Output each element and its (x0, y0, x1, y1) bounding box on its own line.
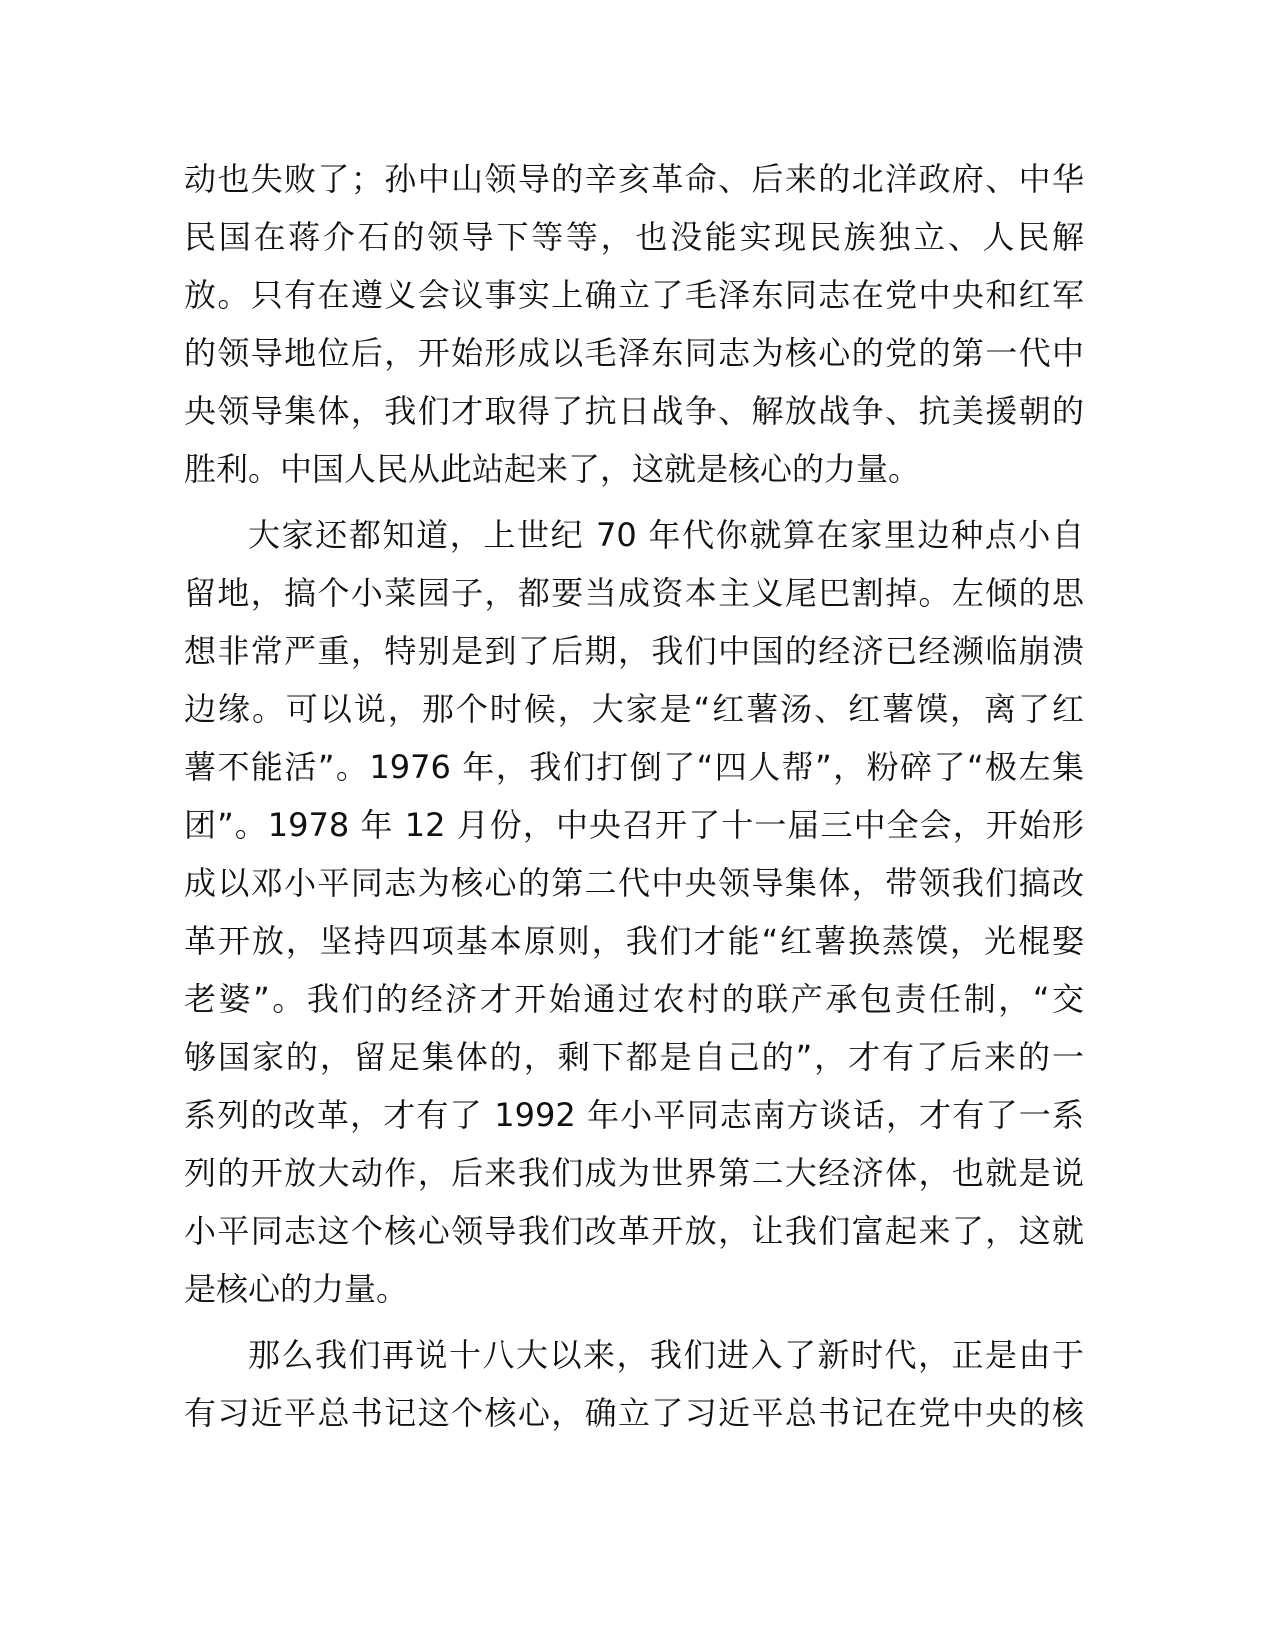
text-line: 胜利。中国人民从此站起来了，这就是核心的力量。 (184, 450, 921, 488)
text-line: 革开放，坚持四项基本原则，我们才能“红薯换蒸馍，光棍娶 (184, 922, 1084, 960)
text-line: 有习近平总书记这个核心，确立了习近平总书记在党中央的核 (184, 1394, 1084, 1432)
text-line: 小平同志这个核心领导我们改革开放，让我们富起来了，这就 (184, 1212, 1084, 1250)
paragraph-1 (184, 150, 1084, 498)
text-line: 成以邓小平同志为核心的第二代中央领导集体，带领我们搞改 (184, 864, 1084, 902)
text-line: 央领导集体，我们才取得了抗日战争、解放战争、抗美援朝的 (184, 392, 1084, 430)
text-line: 大家还都知道，上世纪 70 年代你就算在家里边种点小自 (248, 516, 1084, 554)
text-line: 边缘。可以说，那个时候，大家是“红薯汤、红薯馍，离了红 (184, 690, 1084, 728)
text-line: 够国家的，留足集体的，剩下都是自己的”，才有了后来的一 (184, 1038, 1084, 1076)
body-text (184, 150, 1084, 1442)
text-line: 动也失败了；孙中山领导的辛亥革命、后来的北洋政府、中华 (184, 160, 1084, 198)
text-line: 薯不能活”。1976 年，我们打倒了“四人帮”，粉碎了“极左集 (184, 748, 1084, 786)
text-line: 民国在蒋介石的领导下等等，也没能实现民族独立、人民解 (184, 218, 1084, 256)
text-line: 放。只有在遵义会议事实上确立了毛泽东同志在党中央和红军 (184, 276, 1084, 314)
text-line: 留地，搞个小菜园子，都要当成资本主义尾巴割掉。左倾的思 (184, 574, 1084, 612)
text-line: 想非常严重，特别是到了后期，我们中国的经济已经濒临崩溃 (184, 632, 1084, 670)
text-line: 的领导地位后，开始形成以毛泽东同志为核心的党的第一代中 (184, 334, 1084, 372)
text-line: 老婆”。我们的经济才开始通过农村的联产承包责任制，“交 (184, 980, 1084, 1018)
text-line: 团”。1978 年 12 月份，中央召开了十一届三中全会，开始形 (184, 806, 1084, 844)
paragraph-2 (184, 506, 1084, 1318)
text-line: 那么我们再说十八大以来，我们进入了新时代，正是由于 (248, 1336, 1084, 1374)
text-line: 列的开放大动作，后来我们成为世界第二大经济体，也就是说 (184, 1154, 1084, 1192)
text-line: 是核心的力量。 (184, 1270, 409, 1308)
text-line: 系列的改革，才有了 1992 年小平同志南方谈话，才有了一系 (184, 1096, 1084, 1134)
paragraph-3 (184, 1326, 1084, 1442)
